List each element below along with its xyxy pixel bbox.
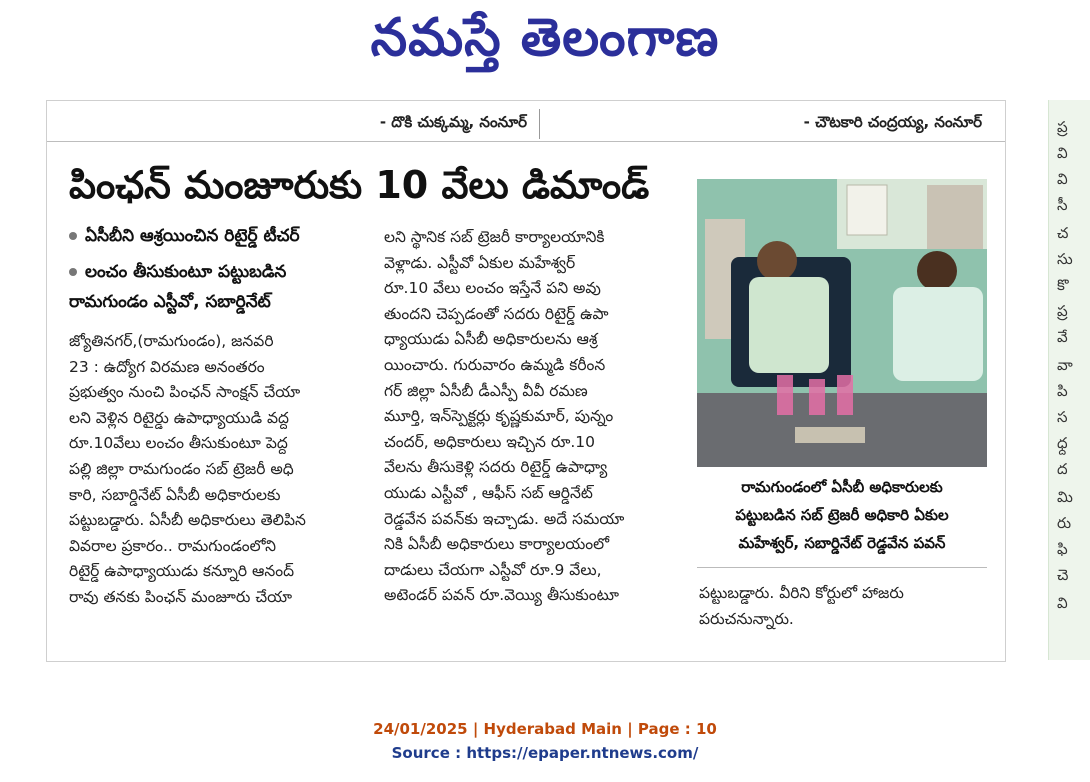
column-line: వేలను తీసుకెళ్లి సదరు రిటైర్డ్ ఉపాధ్యా xyxy=(384,458,608,477)
column-line: రూ.10 వేలు లంచం ఇస్తేనే పని అవు xyxy=(384,279,601,298)
top-left-snippet xyxy=(67,109,527,139)
column-line: రిటైర్డ్ ఉపాధ్యాయుడు కన్నూరి ఆనంద్ xyxy=(69,562,295,581)
strip-fragment: పి xyxy=(1057,382,1068,400)
column-line: ధ్యాయుడు ఏసీబీ అధికారులను ఆశ్ర xyxy=(384,330,598,349)
caption-line: పట్టుబడిన సబ్ ట్రెజరీ అధికారి ఏకుల xyxy=(735,506,949,524)
column-line: జ్యోతినగర్,(రామగుండం), జనవరి xyxy=(69,332,274,350)
previous-article-strip xyxy=(47,101,1005,142)
strip-fragment: చె xyxy=(1057,566,1069,584)
strip-fragment: ప్ర xyxy=(1057,302,1068,320)
strip-fragment: ఫి xyxy=(1057,540,1068,558)
bullet-icon xyxy=(69,232,77,240)
strip-fragment: మి xyxy=(1057,488,1073,506)
column-line: చందర్, అధికారులు ఇచ్చిన రూ.10 xyxy=(384,432,596,451)
sub-headline-text: లంచం తీసుకుంటూ పట్టుబడిన xyxy=(85,262,287,282)
article-column-1 xyxy=(69,329,389,611)
newspaper-title: నమస్తే తెలంగాణ xyxy=(370,7,720,68)
column-line: దాడులు చేయగా ఎస్టీవో రూ.9 వేలు, xyxy=(384,560,602,579)
column-line: రూ.10వేలు లంచం తీసుకుంటూ పెద్ద xyxy=(69,434,288,453)
source-link[interactable]: Source : https://epaper.ntnews.com/ xyxy=(391,744,699,762)
strip-fragment: సీ xyxy=(1057,196,1068,214)
strip-fragment: స xyxy=(1057,408,1068,426)
column-line: పల్లి జిల్లా రామగుండం సబ్ ట్రెజరీ అధి xyxy=(69,459,294,478)
top-left-signature: - దొకి చుక్కమ్మ, నంనూర్ xyxy=(379,113,527,131)
column-line: కారి, సబార్డినేట్ ఏసీబీ అధికారులకు xyxy=(69,485,281,504)
column-line: గర్ జిల్లా ఏసీబీ డీఎస్పీ వీవీ రమణ xyxy=(384,381,588,400)
news-photo xyxy=(697,179,987,467)
strip-fragment: వి xyxy=(1057,170,1068,188)
news-photo-illustration xyxy=(697,179,987,467)
column-line: యించారు. గురువారం ఉమ్మడి కరీంన xyxy=(384,355,606,374)
column-line: పట్టుబడ్డారు. వీరిని కోర్టులో హాజరు xyxy=(699,584,904,602)
article-column-2 xyxy=(384,225,680,609)
caption-line: రామగుండంలో ఏసీబీ అధికారులకు xyxy=(741,478,943,496)
column-line: 23 : ఉద్యోగ విరమణ అనంతరం xyxy=(69,357,265,376)
column-line: రెడ్డవేన పవన్‌కు ఇచ్చాడు. అదే సమయా xyxy=(384,509,625,528)
strip-fragment: సు xyxy=(1057,250,1073,268)
strip-fragment: వా xyxy=(1057,356,1073,374)
column-line: వివరాల ప్రకారం.. రామగుండంలోని xyxy=(69,536,277,555)
column-line: పరుచనున్నారు. xyxy=(699,609,794,628)
top-right-signature: - చౌటకారి చంద్రయ్య, నంనూర్ xyxy=(803,113,982,131)
column-line: లని స్థానిక సబ్ ట్రెజరీ కార్యాలయానికి xyxy=(384,228,605,246)
column-line: లని వెళ్లిన రిటైర్డు ఉపాధ్యాయుడి వద్ద xyxy=(69,408,289,427)
strip-fragment: ద xyxy=(1057,460,1068,478)
sub-headline-text: రామగుండం ఎస్టీవో, సబార్డినేట్ xyxy=(69,292,271,312)
adjacent-article-strip xyxy=(1048,100,1090,660)
sub-headline-1 xyxy=(69,221,300,251)
column-line: ప్రభుత్వం నుంచి పింఛన్ సాంక్షన్ చేయా xyxy=(69,383,301,402)
sub-headline-text: ఏసీబీని ఆశ్రయించిన రిటైర్డ్ టీచర్ xyxy=(85,226,300,246)
strip-fragment: వే xyxy=(1057,328,1068,346)
top-right-snippet xyxy=(539,109,990,139)
sub-headline-2 xyxy=(69,257,286,287)
strip-fragment: చ xyxy=(1057,224,1069,242)
newspaper-page xyxy=(46,100,1006,662)
strip-fragment: వి xyxy=(1057,144,1068,162)
strip-fragment: రు xyxy=(1057,514,1072,532)
strip-fragment: ధ్ద xyxy=(1057,434,1068,452)
column-line: వెళ్లాడు. ఎస్టీవో ఏకుల మహేశ్వర్ xyxy=(384,253,576,272)
column-line: మూర్తి, ఇన్‌స్పెక్టర్లు కృష్ణకుమార్, పున్నం xyxy=(384,407,614,426)
caption-divider xyxy=(697,567,987,568)
column-line: తుందని చెప్పడంతో సదరు రిటైర్డ్ ఉపా xyxy=(384,304,609,323)
column-line: అటెండర్ పవన్ రూ.వెయ్యి తీసుకుంటూ xyxy=(384,586,619,605)
article-column-3 xyxy=(699,581,989,632)
column-line: పట్టుబడ్డారు. ఏసీబీ అధికారులు తెలిపిన xyxy=(69,511,306,530)
sub-headline-3 xyxy=(69,287,271,317)
masthead xyxy=(0,0,1090,82)
strip-fragment: వి xyxy=(1057,594,1068,612)
strip-fragment: కొ xyxy=(1057,276,1069,294)
column-line: నికి ఏసీబీ అధికారులు కార్యాలయంలో xyxy=(384,535,610,554)
photo-caption xyxy=(697,473,987,557)
strip-fragment: ప్ర xyxy=(1057,118,1068,136)
bullet-icon xyxy=(69,268,77,276)
column-line: రావు తనకు పింఛన్ మంజూరు చేయా xyxy=(69,587,293,606)
caption-line: మహేశ్వర్, సబార్డినేట్ రెడ్డవేన పవన్ xyxy=(738,534,946,552)
column-line: యుడు ఎస్టీవో , ఆఫీస్ సబ్ ఆర్డినేట్ xyxy=(384,483,593,502)
edition-info: 24/01/2025 | Hyderabad Main | Page : 10 xyxy=(373,720,717,738)
article-headline: పింఛన్ మంజూరుకు 10 వేలు డిమాండ్ xyxy=(69,163,650,207)
